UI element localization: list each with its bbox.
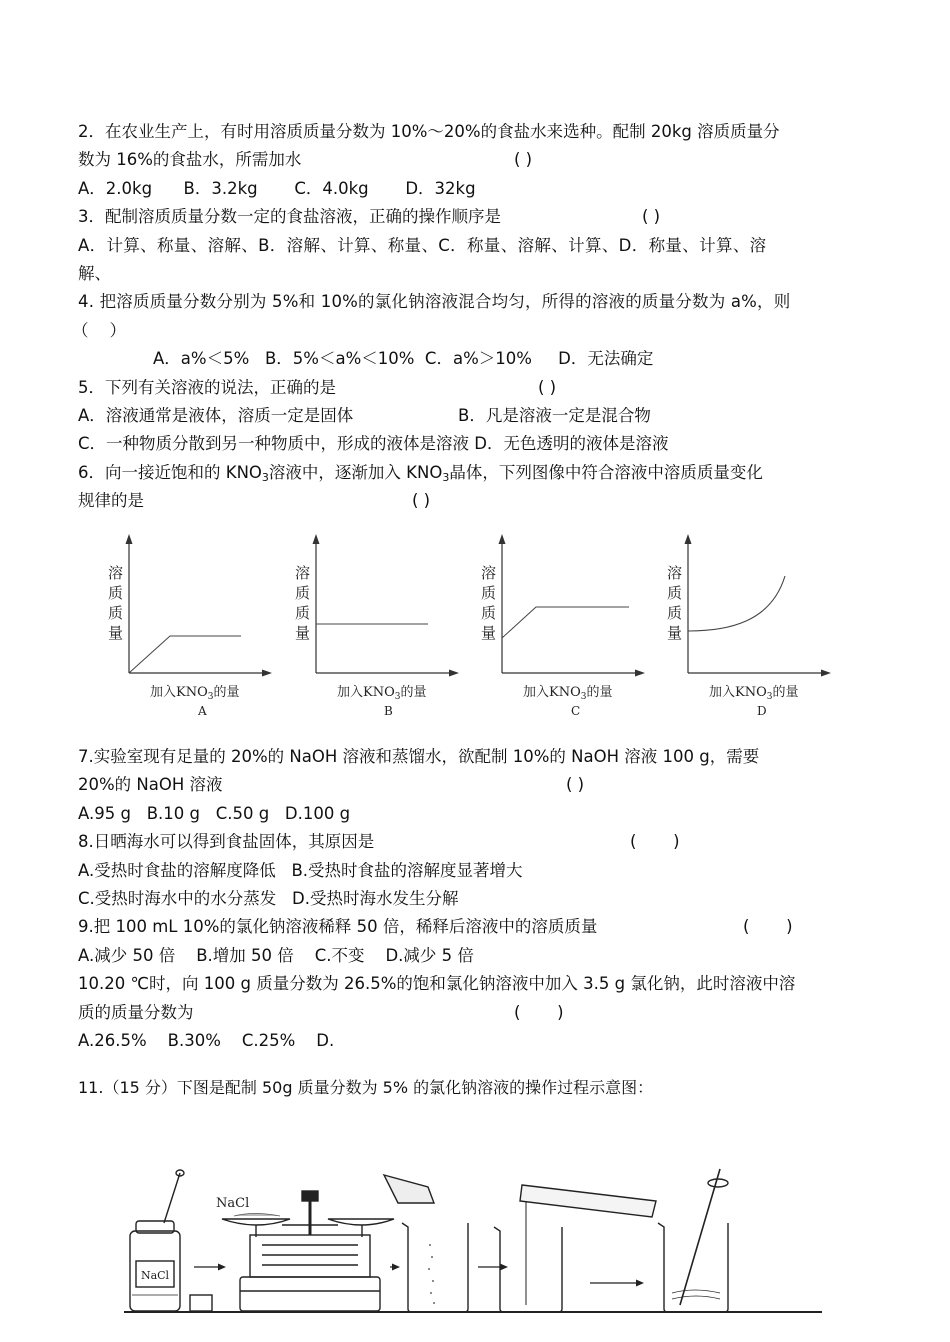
q10-line1: 10.20 ℃时，向 100 g 质量分数为 26.5%的饱和氯化钠溶液中加入 3.5 g 氯化钠，此时溶液中溶 — [78, 974, 796, 994]
solution-preparation-diagram — [122, 1165, 862, 1315]
arrow-icon — [478, 1264, 508, 1271]
q6-stem-end: 规律的是 — [78, 491, 144, 511]
graph-c-x-arrow — [635, 670, 645, 677]
q4-options: A．a%＜5% B．5%＜a%＜10% C．a%＞10% D．无法确定 — [153, 349, 654, 369]
q8-stem: 8.日晒海水可以得到食盐固体，其原因是 — [78, 832, 375, 852]
graph-c-ylabel: 溶 质 质 量 — [481, 564, 497, 642]
reagent-bottle-icon — [130, 1170, 184, 1311]
q6-line2 — [78, 487, 878, 515]
graph-a-label: A — [198, 704, 207, 718]
exam-page — [72, 118, 878, 515]
beaker-icon — [384, 1175, 468, 1312]
q3-line1 — [78, 203, 878, 231]
graph-a-y-arrow — [126, 534, 133, 544]
q2-stem-end: 数为 16%的食盐水，所需加水 — [78, 150, 302, 170]
graph-c-label: C — [571, 704, 581, 718]
q3-answer-paren: ( ) — [642, 207, 661, 227]
q7-answer-paren: ( ) — [566, 775, 585, 795]
q8-options-line1: A.受热时食盐的溶解度降低 B.受热时食盐的溶解度显著增大 — [78, 860, 523, 880]
falling-salt — [428, 1244, 435, 1304]
q8-answer-paren: ( ) — [630, 832, 680, 852]
q8-options-line2: C.受热时海水中的水分蒸发 D.受热时海水发生分解 — [78, 888, 459, 908]
q6-sub-2: 3 — [442, 470, 450, 484]
q9-stem: 9.把 100 mL 10%的氯化钠溶液稀释 50 倍，稀释后溶液中的溶质质量 — [78, 917, 598, 937]
graph-b-y-arrow — [313, 534, 320, 544]
q4-line1: 4. 把溶质质量分数分别为 5%和 10%的氯化钠溶液混合均匀，所得的溶液的质量分数为 a%，则 — [78, 292, 791, 312]
graph-c — [473, 530, 653, 730]
q5-stem: 5．下列有关溶液的说法，正确的是 — [78, 377, 336, 397]
exam-page-lower — [78, 743, 878, 1055]
salt-pile — [234, 1214, 280, 1217]
graph-d-plot — [659, 530, 839, 730]
graph-c-y-arrow — [499, 534, 506, 544]
graph-a — [100, 530, 280, 730]
scale-label: NaCl — [216, 1196, 250, 1211]
q9-line1 — [78, 913, 878, 941]
graph-b-label: B — [384, 704, 393, 718]
arrow-icon — [194, 1264, 226, 1271]
graph-d-ylabel: 溶 质 质 量 — [667, 564, 683, 642]
q5-option-b: B．凡是溶液一定是混合物 — [458, 405, 651, 425]
graph-b-xlabel: 加入$KNO_3$的量 — [337, 685, 427, 702]
arrow-icon — [390, 1264, 400, 1271]
graph-d-label: D — [757, 704, 767, 718]
graph-d-curve — [688, 576, 785, 631]
q6-stem-b: 溶液中，逐渐加入 KNO — [268, 462, 443, 482]
graph-b-ylabel: 溶 质 质 量 — [295, 564, 311, 642]
graph-c-curve — [502, 607, 629, 638]
q10-answer-paren: ( ) — [514, 1002, 564, 1022]
q6-stem-c: 晶体，下列图像中符合溶液中溶质质量变化 — [449, 462, 763, 482]
graph-d — [659, 530, 839, 730]
q5-line1 — [78, 374, 878, 402]
q7-line1: 7.实验室现有足量的 20%的 NaOH 溶液和蒸馏水，欲配制 10%的 NaOH 溶液 100 g，需要 — [78, 747, 760, 766]
q3-options-line2: 解、 — [78, 263, 111, 283]
q6-sub-1: 3 — [261, 470, 269, 484]
q6-graphs — [100, 530, 840, 730]
q6-stem-a: 6．向一接近饱和的 KNO — [78, 462, 262, 482]
q6-line1 — [78, 459, 878, 487]
graph-d-xlabel: 加入$KNO_3$的量 — [709, 685, 799, 702]
q9-answer-paren: ( ) — [743, 917, 793, 937]
graph-c-xlabel: 加入$KNO_3$的量 — [523, 685, 613, 702]
q10-line2 — [78, 999, 878, 1027]
graph-c-plot — [473, 530, 653, 730]
bottle-label: NaCl — [140, 1269, 170, 1282]
graph-a-plot — [100, 530, 280, 730]
q4-answer-paren: （ ） — [72, 320, 126, 340]
q2-options: A．2.0kg B．3.2kg C．4.0kg D．32kg — [78, 178, 476, 198]
beaker-with-cylinder-icon — [494, 1185, 656, 1312]
graph-d-x-arrow — [821, 670, 831, 677]
q2-line2 — [78, 146, 878, 174]
graph-a-ylabel: 溶 质 质 量 — [108, 564, 124, 642]
q11-line1: 11.（15 分）下图是配制 50g 质量分数为 5% 的氯化钠溶液的操作过程示意图： — [78, 1078, 654, 1097]
q9-options: A.减少 50 倍 B.增加 50 倍 C.不变 D.减少 5 倍 — [78, 945, 474, 965]
graph-b-plot — [287, 530, 467, 730]
q7-options: A.95 g B.10 g C.50 g D.100 g — [78, 803, 351, 823]
q5-option-a: A．溶液通常是液体，溶质一定是固体 — [78, 405, 354, 425]
q5-options-cd: C．一种物质分散到另一种物质中，形成的液体是溶液 D．无色透明的液体是溶液 — [78, 434, 669, 454]
q7-line2 — [78, 771, 878, 799]
weight-icon — [190, 1295, 212, 1311]
q2-answer-paren: ( ) — [514, 150, 533, 170]
q10-options: A.26.5% B.30% C.25% D. — [78, 1030, 335, 1050]
graph-b-x-arrow — [449, 670, 459, 677]
q5-answer-paren: ( ) — [538, 377, 557, 397]
q6-answer-paren: ( ) — [412, 491, 431, 511]
q8-line1 — [78, 828, 878, 856]
beaker-with-glass-rod-icon — [658, 1169, 728, 1312]
graph-a-curve — [129, 636, 241, 673]
q5-options-ab — [78, 402, 878, 430]
q2-line1: 2．在农业生产上，有时用溶质质量分数为 10%～20%的食盐水来选种。配制 20kg 溶质质量分 — [78, 122, 780, 141]
q3-stem: 3．配制溶质质量分数一定的食盐溶液，正确的操作顺序是 — [78, 207, 501, 227]
q3-options-line1: A．计算、称量、溶解、B．溶解、计算、称量、C．称量、溶解、计算、D．称量、计算、溶 — [78, 235, 767, 255]
graph-a-xlabel: 加入$KNO_3$的量 — [150, 685, 240, 702]
q7-stem-end: 20%的 NaOH 溶液 — [78, 775, 223, 795]
graph-d-y-arrow — [685, 534, 692, 544]
q10-stem-end: 质的质量分数为 — [78, 1002, 194, 1022]
graph-b — [287, 530, 467, 730]
arrow-icon — [590, 1280, 644, 1287]
graph-a-x-arrow — [262, 670, 272, 677]
